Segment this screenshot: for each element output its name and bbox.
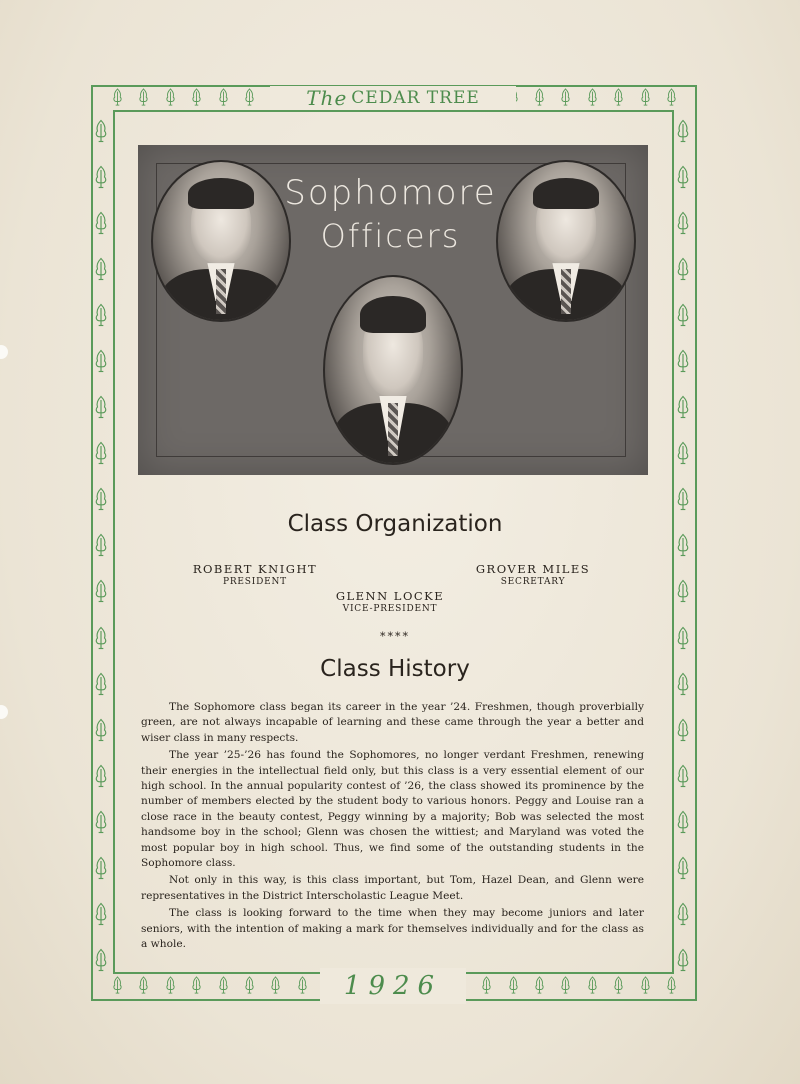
cedar-tree-icon — [587, 88, 598, 106]
cedar-tree-icon — [640, 88, 651, 106]
cedar-tree-icon — [613, 88, 624, 106]
cedar-tree-icon — [112, 88, 123, 106]
cedar-tree-icon — [640, 976, 651, 994]
cedar-tree-icon — [244, 976, 255, 994]
cedar-tree-icon — [676, 717, 690, 743]
cedar-tree-icon — [191, 976, 202, 994]
cedar-tree-icon — [676, 348, 690, 374]
cedar-tree-icon — [218, 88, 229, 106]
cedar-tree-icon — [676, 256, 690, 282]
cedar-tree-icon — [297, 976, 308, 994]
officer-name: GROVER MILES — [475, 562, 591, 576]
cedar-tree-icon — [244, 88, 255, 106]
cedar-tree-icon — [112, 976, 123, 994]
cedar-tree-icon — [676, 486, 690, 512]
officer-name: GLENN LOCKE — [335, 589, 445, 603]
cedar-tree-icon — [676, 809, 690, 835]
cedar-tree-icon — [94, 855, 108, 881]
portrait-left — [151, 160, 291, 322]
panel-title-sophomore: Sophomore — [284, 173, 497, 213]
cedar-tree-icon — [676, 118, 690, 144]
cedar-tree-icon — [165, 88, 176, 106]
cedar-tree-icon — [676, 164, 690, 190]
officer-secretary — [458, 562, 608, 587]
cedar-tree-icon — [138, 976, 149, 994]
cedar-tree-icon — [676, 578, 690, 604]
left-tree-column — [94, 118, 108, 973]
history-paragraph: The class is looking forward to the time when they may become juniors and later seniors, with the intention of making a mark for themselves individually and for the class as a whole. — [141, 907, 644, 951]
cedar-tree-icon — [676, 302, 690, 328]
cedar-tree-icon — [676, 901, 690, 927]
cedar-tree-icon — [94, 118, 108, 144]
officer-role: VICE-PRESIDENT — [342, 604, 438, 614]
history-paragraph: Not only in this way, is this class important, but Tom, Hazel Dean, and Glenn were representatives in the District Interscholastic League Meet. — [141, 874, 644, 902]
cedar-tree-icon — [94, 809, 108, 835]
cedar-tree-icon — [94, 901, 108, 927]
cedar-tree-icon — [94, 486, 108, 512]
right-tree-column — [676, 118, 690, 973]
officer-photo-panel — [138, 145, 648, 475]
cedar-tree-icon — [94, 947, 108, 973]
header-the: The — [306, 86, 348, 110]
history-paragraph: The Sophomore class began its career in the year ’24. Freshmen, though proverbially green, are not always incapable of learning and these came through the year a better and wiser class in many respects. — [141, 701, 644, 744]
cedar-tree-icon — [508, 976, 519, 994]
officer-role: SECRETARY — [500, 577, 566, 587]
yearbook-header — [270, 86, 516, 110]
section-divider: **** — [380, 630, 410, 643]
cedar-tree-icon — [94, 256, 108, 282]
cedar-tree-icon — [676, 855, 690, 881]
cedar-tree-icon — [676, 394, 690, 420]
cedar-tree-icon — [191, 88, 202, 106]
header-title: CEDAR TREE — [351, 88, 480, 108]
cedar-tree-icon — [676, 210, 690, 236]
cedar-tree-icon — [481, 976, 492, 994]
cedar-tree-icon — [94, 164, 108, 190]
cedar-tree-icon — [94, 717, 108, 743]
footer-year: 1926 — [320, 968, 466, 1004]
cedar-tree-icon — [94, 440, 108, 466]
cedar-tree-icon — [560, 976, 571, 994]
cedar-tree-icon — [676, 440, 690, 466]
officer-vice-president — [315, 589, 465, 614]
cedar-tree-icon — [613, 976, 624, 994]
cedar-tree-icon — [94, 210, 108, 236]
cedar-tree-icon — [94, 763, 108, 789]
cedar-tree-icon — [138, 88, 149, 106]
cedar-tree-icon — [666, 976, 677, 994]
class-organization-title: Class Organization — [287, 511, 503, 537]
class-history-title: Class History — [320, 656, 470, 682]
cedar-tree-icon — [534, 976, 545, 994]
officer-president — [180, 562, 330, 587]
portrait-center — [323, 275, 463, 465]
panel-title-officers: Officers — [320, 217, 461, 255]
cedar-tree-icon — [676, 763, 690, 789]
cedar-tree-icon — [94, 348, 108, 374]
cedar-tree-icon — [94, 394, 108, 420]
portrait-right — [496, 160, 636, 322]
cedar-tree-icon — [94, 302, 108, 328]
cedar-tree-icon — [270, 976, 281, 994]
officer-name: ROBERT KNIGHT — [192, 562, 318, 576]
cedar-tree-icon — [676, 947, 690, 973]
cedar-tree-icon — [218, 976, 229, 994]
history-paragraph: The year ’25-’26 has found the Sophomores, no longer verdant Freshmen, renewing their energies in the intellectual field only, but this class is a very essential element of our high school. In the annual popularity contest of ’26, the class showed its prominence by the number of members elected by the student body to various honors. Peggy and Louise ran a close race in the beauty contest, Peggy winning by a majority; Bob was selected the most handsome boy in the school; Glenn was chosen the wittiest; and Maryland was voted the most popular boy in high school. Thus, we find some of the outstanding students in the Sophomore class. — [141, 749, 644, 870]
class-history-text — [141, 700, 644, 955]
officer-role: PRESIDENT — [223, 577, 287, 587]
cedar-tree-icon — [534, 88, 545, 106]
cedar-tree-icon — [587, 976, 598, 994]
cedar-tree-icon — [165, 976, 176, 994]
cedar-tree-icon — [94, 578, 108, 604]
cedar-tree-icon — [560, 88, 571, 106]
cedar-tree-icon — [666, 88, 677, 106]
